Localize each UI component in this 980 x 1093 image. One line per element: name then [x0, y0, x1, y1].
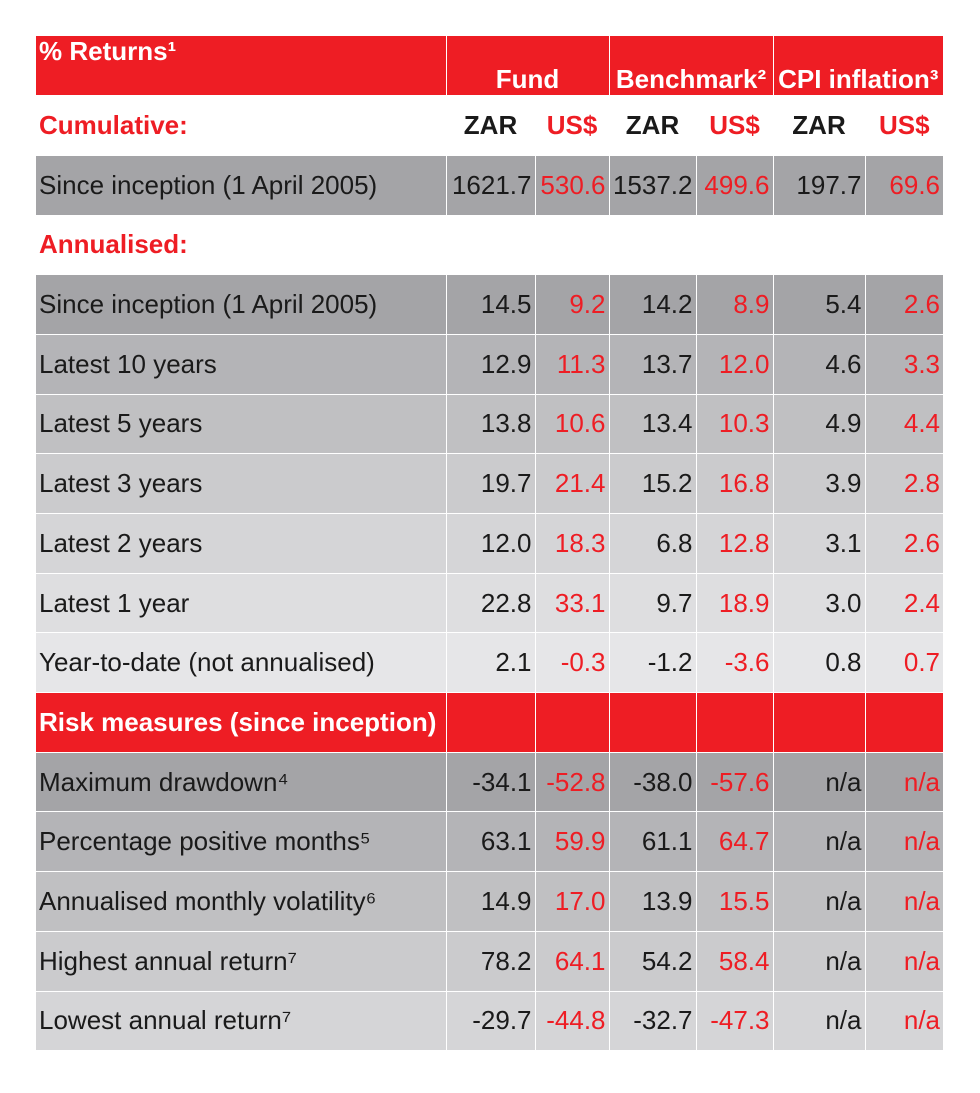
risk-measures-section-empty-cell [865, 693, 943, 753]
cell-bench-usd: -57.6 [696, 752, 773, 812]
cell-cpi-zar: 4.9 [773, 394, 865, 454]
cell-fund-usd: 18.3 [535, 514, 609, 574]
cell-fund-zar: 12.9 [446, 334, 535, 394]
cell-fund-zar: -29.7 [446, 991, 535, 1051]
cell-fund-usd: 17.0 [535, 872, 609, 932]
row-label: Lowest annual return⁷ [36, 991, 446, 1051]
cell-fund-zar: 19.7 [446, 454, 535, 514]
cell-cpi-zar: n/a [773, 872, 865, 932]
fund-usd-header: US$ [535, 96, 609, 156]
cell-fund-usd: 9.2 [535, 275, 609, 335]
cell-fund-usd: 64.1 [535, 931, 609, 991]
cell-fund-zar: 14.9 [446, 872, 535, 932]
cell-bench-zar: -1.2 [609, 633, 696, 693]
cell-bench-usd: 10.3 [696, 394, 773, 454]
benchmark-zar-header: ZAR [609, 96, 696, 156]
cell-cpi-usd: 2.4 [865, 573, 943, 633]
cell-bench-zar: 61.1 [609, 812, 696, 872]
cell-fund-zar: 14.5 [446, 275, 535, 335]
cell-bench-usd: 58.4 [696, 931, 773, 991]
cell-bench-usd: 16.8 [696, 454, 773, 514]
table-row [36, 334, 943, 394]
fund-zar-header: ZAR [446, 96, 535, 156]
annualised-section-empty-cell [609, 215, 696, 275]
cell-bench-zar: -38.0 [609, 752, 696, 812]
cell-bench-zar: -32.7 [609, 991, 696, 1051]
cell-bench-zar: 54.2 [609, 931, 696, 991]
benchmark-header: Benchmark² [609, 36, 773, 96]
cell-bench-usd: 499.6 [696, 155, 773, 215]
cell-bench-zar: 13.7 [609, 334, 696, 394]
cell-cpi-zar: 3.0 [773, 573, 865, 633]
cell-bench-zar: 13.4 [609, 394, 696, 454]
cell-bench-usd: 15.5 [696, 872, 773, 932]
cell-bench-usd: 8.9 [696, 275, 773, 335]
table-row [36, 633, 943, 693]
annualised-section-empty-cell [773, 215, 865, 275]
cell-fund-usd: -0.3 [535, 633, 609, 693]
cell-fund-usd: 33.1 [535, 573, 609, 633]
cell-cpi-zar: 197.7 [773, 155, 865, 215]
cell-bench-zar: 14.2 [609, 275, 696, 335]
row-label: Maximum drawdown⁴ [36, 752, 446, 812]
row-label: Year-to-date (not annualised) [36, 633, 446, 693]
annualised-section-empty-cell [446, 215, 535, 275]
table-row [36, 991, 943, 1051]
risk-measures-section-label: Risk measures (since inception) [36, 693, 446, 753]
cumulative-section-label: Cumulative: [36, 96, 446, 156]
cell-cpi-zar: n/a [773, 931, 865, 991]
cell-fund-usd: 11.3 [535, 334, 609, 394]
cell-cpi-usd: n/a [865, 872, 943, 932]
table-row [36, 752, 943, 812]
cell-cpi-zar: 5.4 [773, 275, 865, 335]
cell-cpi-usd: n/a [865, 991, 943, 1051]
cell-bench-usd: 18.9 [696, 573, 773, 633]
risk-measures-section-row [36, 693, 943, 753]
cell-fund-usd: 10.6 [535, 394, 609, 454]
cell-fund-zar: 2.1 [446, 633, 535, 693]
cell-cpi-zar: n/a [773, 812, 865, 872]
cell-cpi-usd: n/a [865, 752, 943, 812]
cell-cpi-zar: 4.6 [773, 334, 865, 394]
cell-fund-zar: 63.1 [446, 812, 535, 872]
cell-cpi-usd: 3.3 [865, 334, 943, 394]
cell-fund-usd: -52.8 [535, 752, 609, 812]
risk-measures-section-empty-cell [446, 693, 535, 753]
cell-cpi-zar: n/a [773, 991, 865, 1051]
cell-cpi-usd: 2.8 [865, 454, 943, 514]
cell-fund-usd: 530.6 [535, 155, 609, 215]
cell-bench-usd: -3.6 [696, 633, 773, 693]
cell-bench-usd: 12.8 [696, 514, 773, 574]
row-label: Latest 2 years [36, 514, 446, 574]
cell-cpi-zar: 0.8 [773, 633, 865, 693]
row-label: Percentage positive months⁵ [36, 812, 446, 872]
risk-measures-section-empty-cell [535, 693, 609, 753]
cell-bench-usd: -47.3 [696, 991, 773, 1051]
cell-bench-usd: 64.7 [696, 812, 773, 872]
benchmark-usd-header: US$ [696, 96, 773, 156]
cell-cpi-usd: 4.4 [865, 394, 943, 454]
risk-measures-section-empty-cell [773, 693, 865, 753]
cell-cpi-zar: 3.1 [773, 514, 865, 574]
cell-fund-zar: 1621.7 [446, 155, 535, 215]
cell-cpi-usd: 0.7 [865, 633, 943, 693]
table-row [36, 514, 943, 574]
cpi-zar-header: ZAR [773, 96, 865, 156]
cell-cpi-usd: n/a [865, 931, 943, 991]
cell-bench-zar: 13.9 [609, 872, 696, 932]
table-row [36, 872, 943, 932]
cell-bench-usd: 12.0 [696, 334, 773, 394]
annualised-section-row [36, 215, 943, 275]
cell-cpi-zar: 3.9 [773, 454, 865, 514]
table-row [36, 812, 943, 872]
risk-measures-section-empty-cell [609, 693, 696, 753]
header-row [36, 36, 943, 96]
cell-cpi-usd: 2.6 [865, 275, 943, 335]
row-label: Since inception (1 April 2005) [36, 155, 446, 215]
cell-fund-usd: -44.8 [535, 991, 609, 1051]
cell-fund-zar: 13.8 [446, 394, 535, 454]
fund-header: Fund [446, 36, 609, 96]
cpi-usd-header: US$ [865, 96, 943, 156]
table-row [36, 394, 943, 454]
row-label: Highest annual return⁷ [36, 931, 446, 991]
returns-header: % Returns¹ [36, 36, 446, 96]
row-label: Since inception (1 April 2005) [36, 275, 446, 335]
cell-bench-zar: 15.2 [609, 454, 696, 514]
row-label: Latest 3 years [36, 454, 446, 514]
row-label: Annualised monthly volatility⁶ [36, 872, 446, 932]
cell-cpi-usd: 69.6 [865, 155, 943, 215]
currency-row [36, 96, 943, 156]
cell-cpi-zar: n/a [773, 752, 865, 812]
cell-fund-zar: -34.1 [446, 752, 535, 812]
returns-table-body [36, 36, 943, 1051]
table-row [36, 454, 943, 514]
table-row [36, 573, 943, 633]
table-row [36, 155, 943, 215]
row-label: Latest 1 year [36, 573, 446, 633]
annualised-section-label: Annualised: [36, 215, 446, 275]
cell-bench-zar: 6.8 [609, 514, 696, 574]
cell-fund-usd: 21.4 [535, 454, 609, 514]
cell-fund-zar: 78.2 [446, 931, 535, 991]
cell-fund-zar: 12.0 [446, 514, 535, 574]
cell-fund-zar: 22.8 [446, 573, 535, 633]
cell-bench-zar: 9.7 [609, 573, 696, 633]
risk-measures-section-empty-cell [696, 693, 773, 753]
table-row [36, 275, 943, 335]
returns-table [36, 36, 943, 1051]
cell-cpi-usd: n/a [865, 812, 943, 872]
annualised-section-empty-cell [696, 215, 773, 275]
row-label: Latest 5 years [36, 394, 446, 454]
annualised-section-empty-cell [535, 215, 609, 275]
row-label: Latest 10 years [36, 334, 446, 394]
cpi-inflation-header: CPI inflation³ [773, 36, 943, 96]
annualised-section-empty-cell [865, 215, 943, 275]
table-row [36, 931, 943, 991]
cell-cpi-usd: 2.6 [865, 514, 943, 574]
cell-bench-zar: 1537.2 [609, 155, 696, 215]
cell-fund-usd: 59.9 [535, 812, 609, 872]
